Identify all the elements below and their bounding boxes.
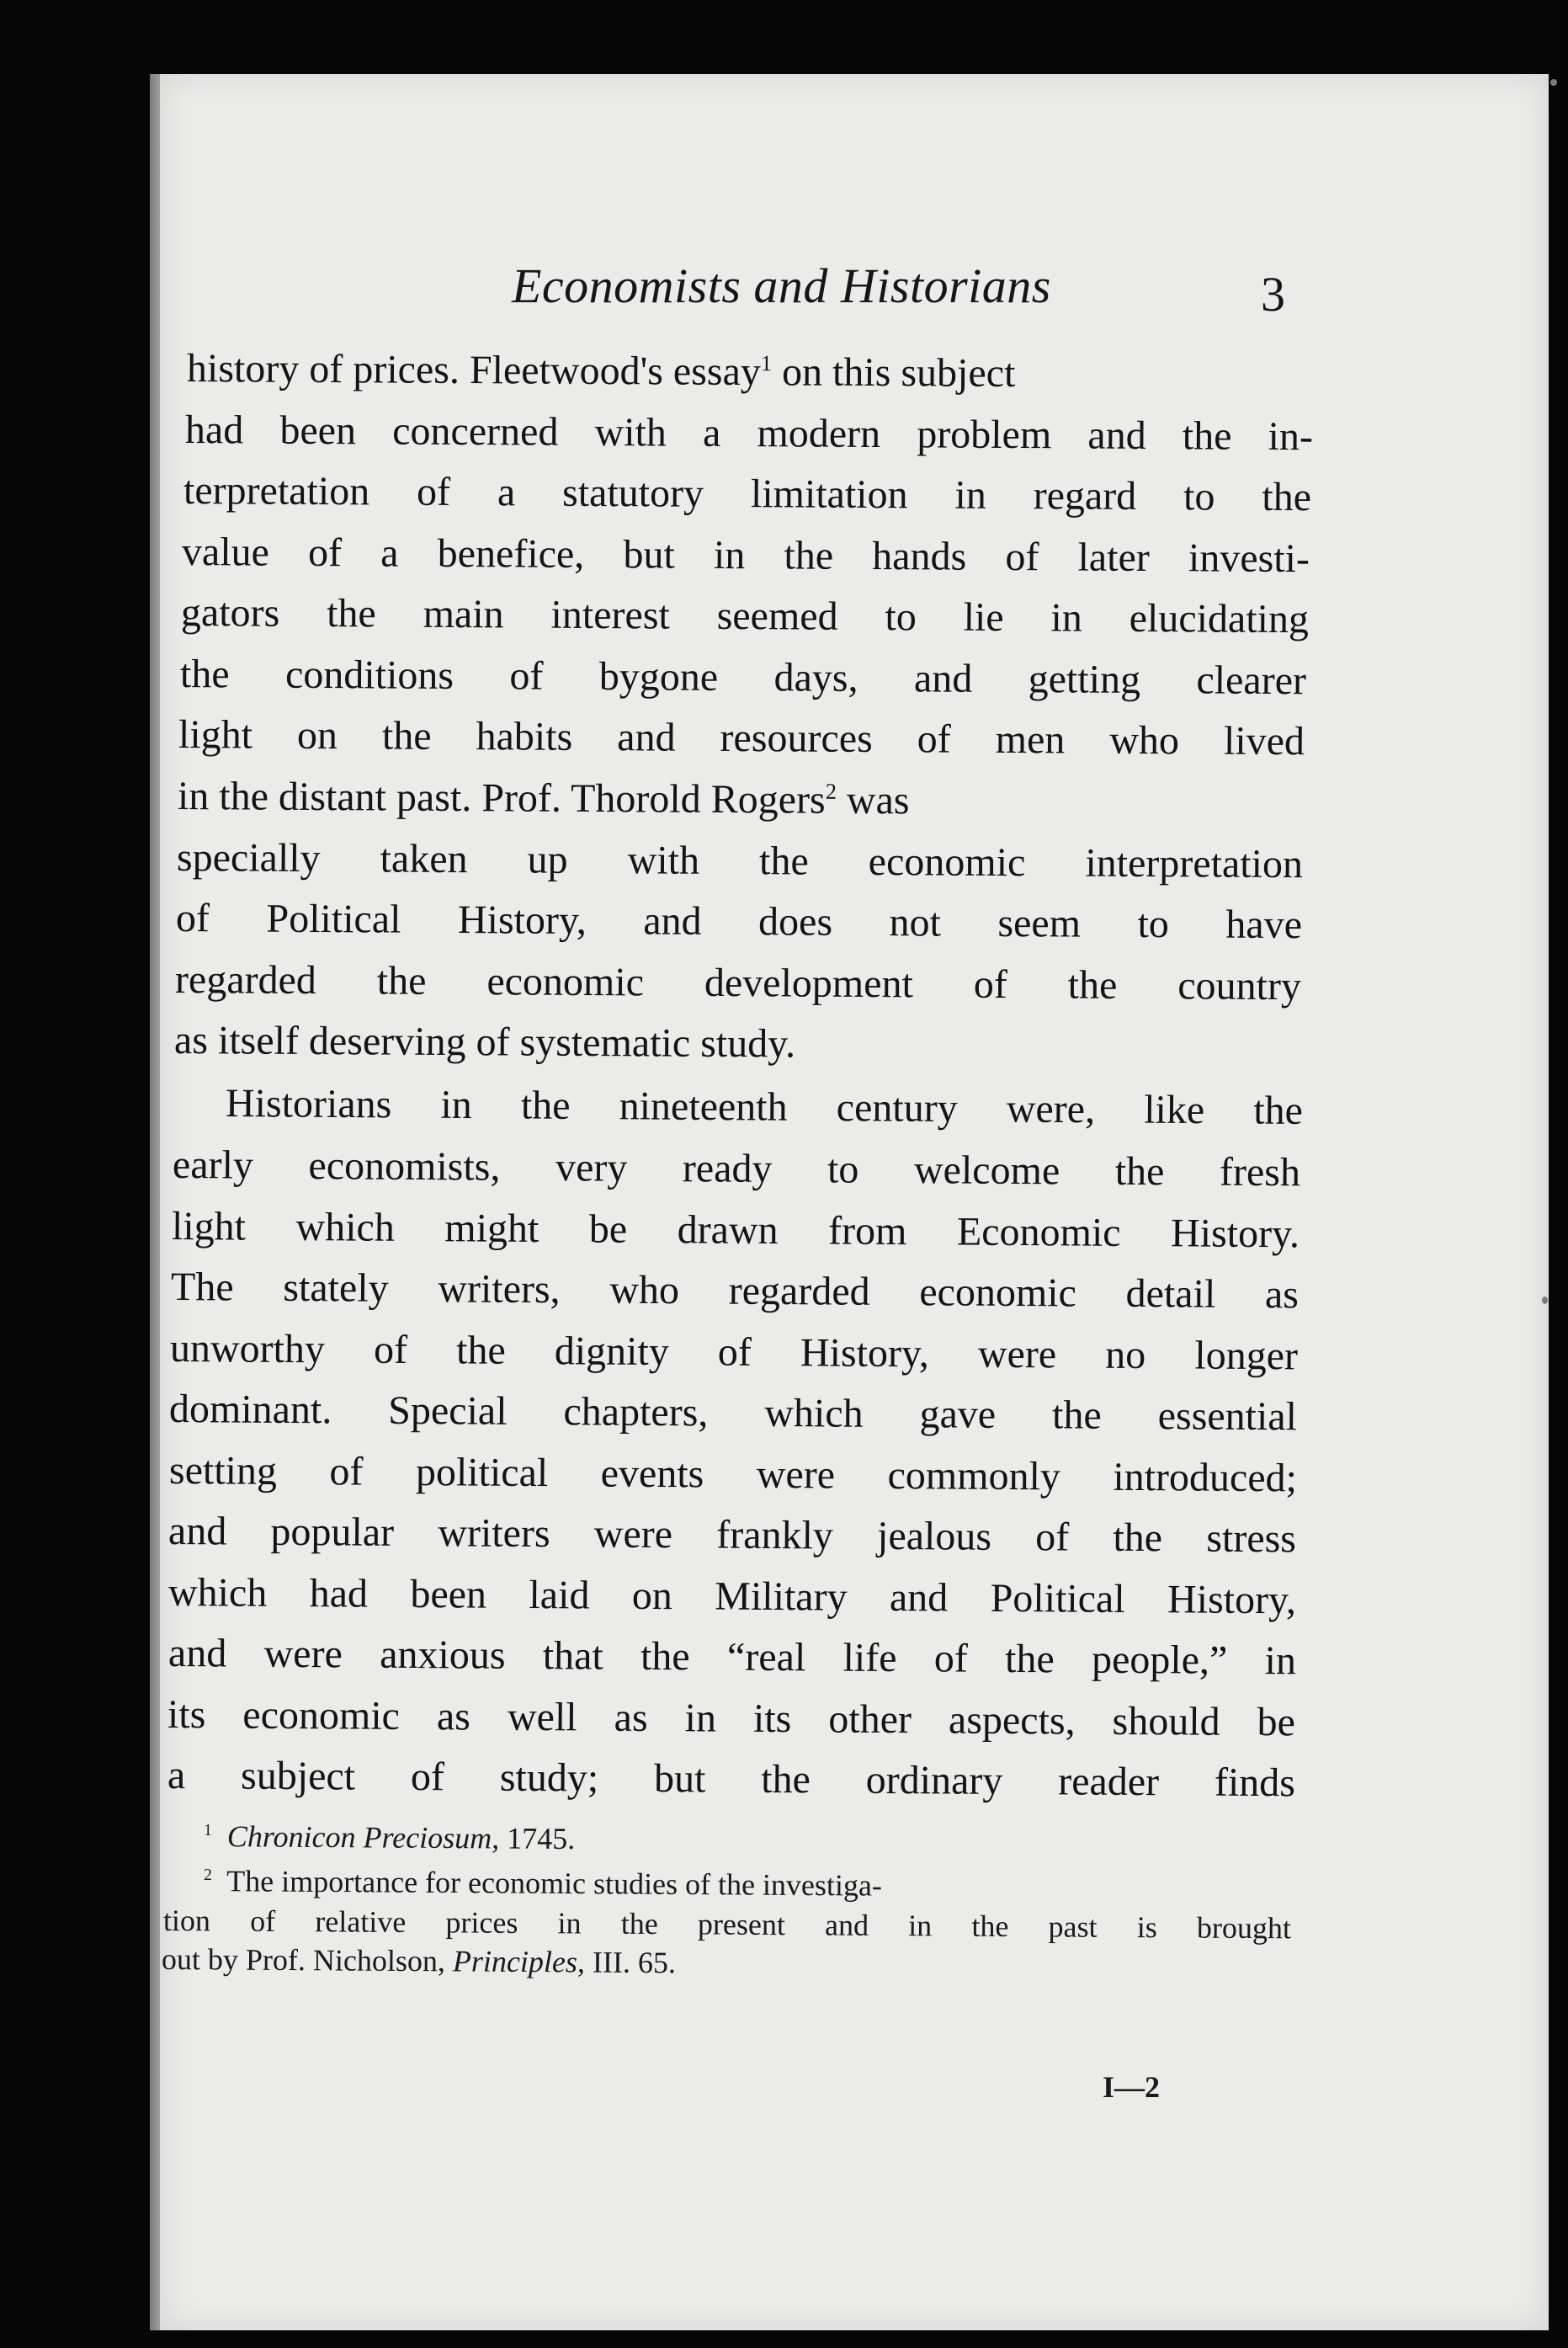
- text-line: which had been laid on Military and Political History,: [167, 1570, 1297, 1623]
- text-line: regarded the economic development of the country: [174, 957, 1302, 1009]
- footnote-2-text: The importance for economic studies of the investiga-: [226, 1864, 883, 1903]
- footnote-1: [204, 1818, 1289, 1861]
- text-line: early economists, very ready to welcome the fresh: [172, 1142, 1301, 1195]
- text-line-part: in the distant past. Prof. Thorold Rogers: [177, 774, 826, 823]
- footnote-marker: 1: [203, 1821, 213, 1840]
- footnote-2-line-2: tion of relative prices in the present and in the past is brought: [162, 1903, 1292, 1946]
- text-line-part: was: [846, 777, 910, 823]
- text-line: specially taken up with the economic interpretation: [176, 835, 1304, 887]
- text-line: value of a benefice, but in the hands of later investi-: [181, 530, 1310, 582]
- text-line: of Political History, and does not seem to have: [175, 896, 1303, 948]
- footnote-2-text: III. 65.: [592, 1945, 677, 1980]
- text-line: unworthy of the dignity of History, were no longer: [169, 1326, 1299, 1379]
- page-number: 3: [1261, 267, 1285, 322]
- text-line: [178, 773, 1304, 826]
- text-line: its economic as well as in its other aspects, should be: [167, 1692, 1296, 1745]
- footnote-2-line-3: [162, 1941, 1247, 1984]
- text-line: the conditions of bygone days, and getting clearer: [179, 652, 1307, 704]
- footnote-2-text: out by Prof. Nicholson,: [161, 1942, 446, 1978]
- text-line: a subject of study; but the ordinary reader finds: [167, 1753, 1296, 1806]
- footnote-marker: 1: [760, 350, 773, 376]
- text-line-part: history of prices. Fleetwood's essay: [186, 346, 762, 395]
- footnote-1-year: 1745.: [507, 1821, 576, 1856]
- dust-speck: [1542, 1296, 1548, 1304]
- text-line: The stately writers, who regarded economic detail as: [170, 1265, 1300, 1318]
- text-line: dominant. Special chapters, which gave the essential: [168, 1387, 1298, 1440]
- text-line: light which might be drawn from Economic History.: [171, 1204, 1300, 1257]
- text-line: [187, 345, 1315, 398]
- dust-speck: [1550, 79, 1557, 86]
- text-line: light on the habits and resources of men who lived: [178, 712, 1305, 764]
- running-title: Economists and Historians: [512, 258, 1051, 313]
- footnote-2-line-1: [204, 1863, 1289, 1906]
- text-line: setting of political events were commonly introduced;: [168, 1448, 1298, 1501]
- text-line: had been concerned with a modern problem and the in-: [184, 407, 1314, 460]
- footnote-marker: 2: [203, 1866, 213, 1885]
- text-line: terpretation of a statutory limitation in regard to the: [183, 468, 1312, 520]
- footnote-2-book-title: Principles,: [452, 1944, 586, 1979]
- text-line: and popular writers were frankly jealous of the stress: [167, 1509, 1297, 1562]
- printer-signature-mark: I—2: [1103, 2070, 1161, 2104]
- footnote-marker: 2: [825, 778, 837, 804]
- text-line-part: on this subject: [781, 349, 1016, 397]
- text-line: gators the main interest seemed to lie in elucidating: [180, 590, 1310, 642]
- book-page: [160, 74, 1549, 2330]
- text-line: and were anxious that the “real life of the people,” in: [167, 1631, 1297, 1684]
- text-line: Historians in the nineteenth century were, like the: [225, 1081, 1304, 1133]
- text-line: as itself deserving of systematic study.: [173, 1018, 796, 1067]
- footnote-1-title: Chronicon Preciosum,: [226, 1819, 500, 1856]
